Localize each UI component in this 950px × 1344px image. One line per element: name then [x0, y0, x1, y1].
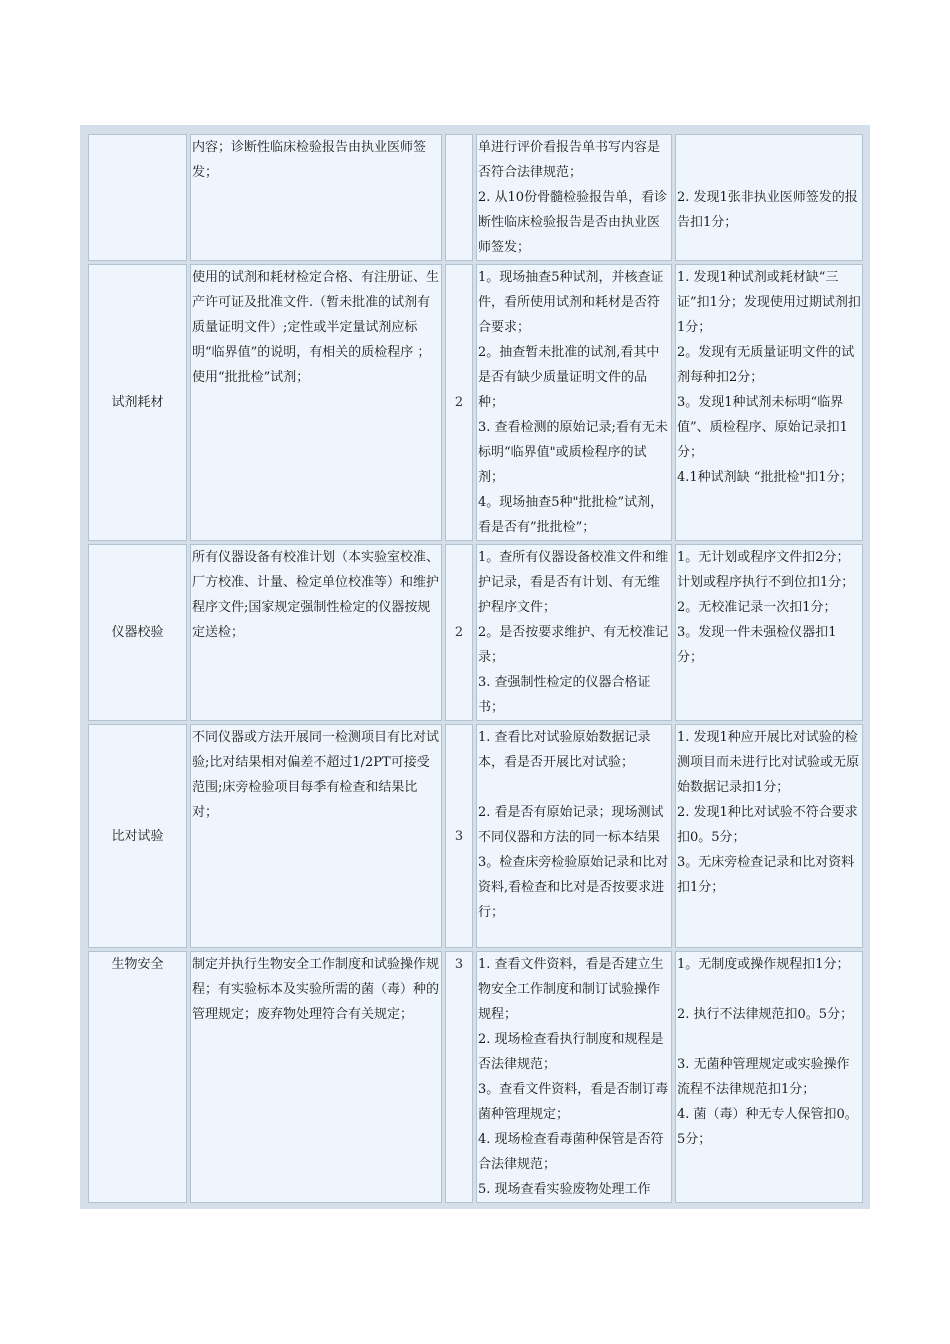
deduction-cell: [675, 951, 863, 1203]
deduction-item: 1。无制度或操作规程扣1分；: [677, 957, 850, 972]
method-item: 3. 查看检测的原始记录;看有无未标明“临界值"或质检程序的试剂；: [478, 420, 668, 485]
method-cell: [476, 544, 672, 721]
method-item: 3。查看文件资料，看是否制订毒菌种管理规定；: [478, 1082, 669, 1122]
method-item: 1。查所有仪器设备校准文件和维护记录，看是否有计划、有无维护程序文件；: [478, 550, 669, 615]
category-cell: 比对试验: [88, 724, 187, 948]
deduction-cell: [675, 544, 863, 721]
method-item: 2. 从10份骨髓检验报告单，看诊断性临床检验报告是否由执业医师签发；: [478, 190, 668, 255]
method-item: 单进行评价看报告单书写内容是否符合法律规范；: [478, 140, 661, 180]
score-cell: 3: [445, 724, 473, 948]
deduction-item: 3。发现1种试剂未标明“临界值”、质检程序、原始记录扣1分；: [677, 395, 848, 460]
deduction-item: 2. 发现1张非执业医师签发的报告扣1分；: [677, 190, 858, 230]
table-row: [88, 134, 863, 261]
deduction-item: 3。无床旁检查记录和比对资料扣1分；: [677, 855, 855, 895]
method-item: 1. 查看文件资料，看是否建立生物安全工作制度和制订试验操作规程；: [478, 957, 664, 1022]
deduction-item: 3. 无菌种管理规定或实验操作流程不法律规范扣1分；: [677, 1057, 850, 1097]
deduction-item: 1. 发现1种试剂或耗材缺“三证”扣1分；发现使用过期试剂扣1分；: [677, 270, 861, 335]
method-cell: [476, 951, 672, 1203]
requirement-cell: 使用的试剂和耗材检定合格、有注册证、生产许可证及批准文件.（暂未批准的试剂有质量证明文件）;定性或半定量试剂应标明“临界值”的说明，有相关的质检程序 ；使用“批批检”试剂；: [190, 264, 442, 541]
requirement-cell: 内容；诊断性临床检验报告由执业医师签发；: [190, 134, 442, 261]
category-cell: 仪器校验: [88, 544, 187, 721]
table-row: [88, 264, 863, 541]
requirement-cell: 不同仪器或方法开展同一检测项目有比对试验;比对结果相对偏差不超过1/2PT可接受范围;床旁检验项目每季有检查和结果比对；: [190, 724, 442, 948]
deduction-item: 2。无校准记录一次扣1分；: [677, 600, 837, 615]
deduction-item: 1。无计划或程序文件扣2分；计划或程序执行不到位扣1分；: [677, 550, 855, 590]
category-cell: 试剂耗材: [88, 264, 187, 541]
method-item: 3. 查强制性检定的仪器合格证书；: [478, 675, 651, 715]
method-cell: [476, 134, 672, 261]
score-cell: [445, 134, 473, 261]
method-item: 1。现场抽查5种试剂，并核查证件，看所使用试剂和耗材是否符合要求；: [478, 270, 664, 335]
standards-table-frame: [80, 125, 870, 1209]
method-item: 2。抽查暂未批准的试剂,看其中是否有缺少质量证明文件的品种；: [478, 345, 660, 410]
deduction-item: 2. 发现1种比对试验不符合要求扣0。5分；: [677, 805, 858, 845]
standards-table: [85, 131, 866, 1206]
method-item: 2. 看是否有原始记录；现场测试不同仪器和方法的同一标本结果: [478, 805, 664, 845]
method-item: 4. 现场检查看毒菌种保管是否符合法律规范；: [478, 1132, 664, 1172]
method-cell: [476, 264, 672, 541]
deduction-cell: [675, 134, 863, 261]
table-row: [88, 724, 863, 948]
score-cell: 2: [445, 264, 473, 541]
deduction-item: 2. 执行不法律规范扣0。5分；: [677, 1007, 854, 1022]
method-item: 2. 现场检查看执行制度和规程是否法律规范；: [478, 1032, 664, 1072]
table-row: [88, 951, 863, 1203]
requirement-cell: 制定并执行生物安全工作制度和试验操作规程；有实验标本及实验所需的菌（毒）种的管理规定；废弃物处理符合有关规定；: [190, 951, 442, 1203]
method-item: 5. 现场查看实验废物处理工作: [478, 1182, 651, 1197]
method-item: 4。现场抽查5种"批批检”试剂，看是否有”批批检”；: [478, 495, 664, 535]
method-cell: [476, 724, 672, 948]
method-item: 3。检查床旁检验原始记录和比对资料,看检查和比对是否按要求进行；: [478, 855, 669, 920]
table-row: [88, 544, 863, 721]
score-cell: 2: [445, 544, 473, 721]
deduction-item: 4. 菌（毒）种无专人保管扣0。5分；: [677, 1107, 858, 1147]
deduction-cell: [675, 264, 863, 541]
score-cell: 3: [445, 951, 473, 1203]
method-item: 2。是否按要求维护、有无校准记录；: [478, 625, 669, 665]
deduction-cell: [675, 724, 863, 948]
deduction-item: 1. 发现1种应开展比对试验的检测项目而未进行比对试验或无原始数据记录扣1分；: [677, 730, 860, 795]
requirement-cell: 所有仪器设备有校准计划（本实验室校准、厂方校准、计量、检定单位校准等）和维护程序文件;国家规定强制性检定的仪器按规定送检；: [190, 544, 442, 721]
category-cell: 生物安全: [88, 951, 187, 1203]
method-item: 1. 查看比对试验原始数据记录本，看是否开展比对试验；: [478, 730, 651, 770]
category-cell: [88, 134, 187, 261]
deduction-item: 4.1种试剂缺 “批批检"扣1分；: [677, 470, 853, 485]
deduction-item: 3。发现一件未强检仪器扣1分；: [677, 625, 837, 665]
deduction-item: 2。发现有无质量证明文件的试剂每种扣2分；: [677, 345, 855, 385]
